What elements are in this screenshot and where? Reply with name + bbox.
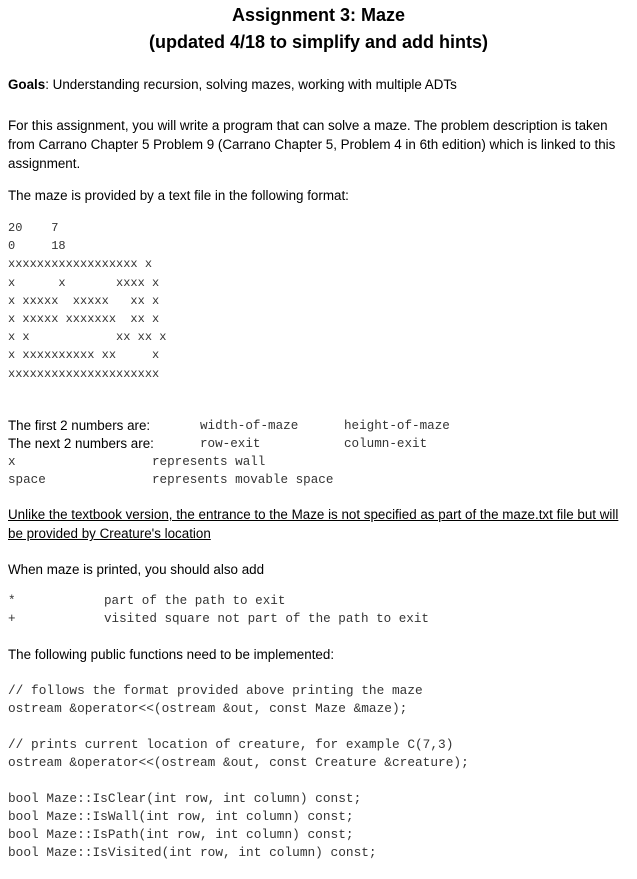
code-block-maze-print <box>8 682 423 718</box>
legend-width: width-of-maze <box>200 419 299 433</box>
code-line: bool Maze::IsWall(int row, int column) const; <box>8 809 354 824</box>
maze-line: x xxxxx xxxxxxx xx x <box>8 312 160 327</box>
legend-column-exit: column-exit <box>344 437 428 451</box>
legend-row-wall <box>8 453 633 471</box>
code-block-creature-print <box>8 736 469 772</box>
maze-line: x x xx xx x <box>8 330 167 345</box>
legend-row-exit: row-exit <box>200 437 261 451</box>
legend-row-space <box>8 471 633 489</box>
path-symbol-desc: part of the path to exit <box>104 594 286 608</box>
intro-paragraph: For this assignment, you will write a program that can solve a maze. The problem description is taken from Carrano Chapter 5 Problem 9 (Carrano Chapter 5, Problem 4 in 6th edition) which is linked to this assignment. <box>8 118 616 171</box>
legend-row-next <box>8 435 633 453</box>
legend-first-label: The first 2 numbers are: <box>8 418 151 433</box>
print-intro: When maze is printed, you should also add <box>8 562 265 577</box>
path-symbol: * <box>8 594 16 608</box>
code-line: ostream &operator<<(ostream &out, const Maze &maze); <box>8 701 408 716</box>
code-block-maze-functions <box>8 790 377 862</box>
code-line: // prints current location of creature, for example C(7,3) <box>8 737 454 752</box>
page-subtitle: (updated 4/18 to simplify and add hints) <box>148 32 489 52</box>
maze-line: 20 7 <box>8 221 59 235</box>
maze-line: xxxxxxxxxxxxxxxxxxxxx <box>8 366 160 381</box>
maze-line: 0 18 <box>8 239 66 254</box>
maze-line: x xxxxxxxxxx xx x <box>8 348 160 363</box>
legend-height: height-of-maze <box>344 419 450 433</box>
entrance-note: Unlike the textbook version, the entrance to the Maze is not specified as part of the maze.txt file but will be provided by Creature's location <box>8 507 619 541</box>
legend-space-desc: represents movable space <box>152 473 334 487</box>
maze-line: x x xxxx x <box>8 275 160 290</box>
legend-space-symbol: space <box>8 473 46 487</box>
code-line: bool Maze::IsPath(int row, int column) const; <box>8 827 354 842</box>
maze-line: x xxxxx xxxxx xx x <box>8 293 160 308</box>
legend-wall-symbol: x <box>8 455 16 469</box>
symbol-row-visited <box>8 610 633 628</box>
maze-line: xxxxxxxxxxxxxxxxxx x <box>8 257 153 272</box>
maze-example <box>8 219 166 383</box>
goals-label: Goals <box>8 77 46 92</box>
visited-symbol-desc: visited square not part of the path to exit <box>104 612 429 626</box>
goals-paragraph <box>8 75 633 94</box>
legend-row-first <box>8 417 633 435</box>
legend-wall-desc: represents wall <box>152 455 266 469</box>
functions-intro: The following public functions need to be implemented: <box>8 647 335 662</box>
visited-symbol: + <box>8 612 16 626</box>
code-line: ostream &operator<<(ostream &out, const Creature &creature); <box>8 755 469 770</box>
code-line: // follows the format provided above printing the maze <box>8 683 423 698</box>
legend-next-label: The next 2 numbers are: <box>8 436 154 451</box>
goals-text: : Understanding recursion, solving mazes, working with multiple ADTs <box>45 77 457 92</box>
symbol-row-path <box>8 592 633 610</box>
code-line: bool Maze::IsVisited(int row, int column) const; <box>8 845 377 860</box>
page-title: Assignment 3: Maze <box>231 5 406 25</box>
format-intro: The maze is provided by a text file in the following format: <box>8 188 349 203</box>
code-line: bool Maze::IsClear(int row, int column) const; <box>8 791 362 806</box>
